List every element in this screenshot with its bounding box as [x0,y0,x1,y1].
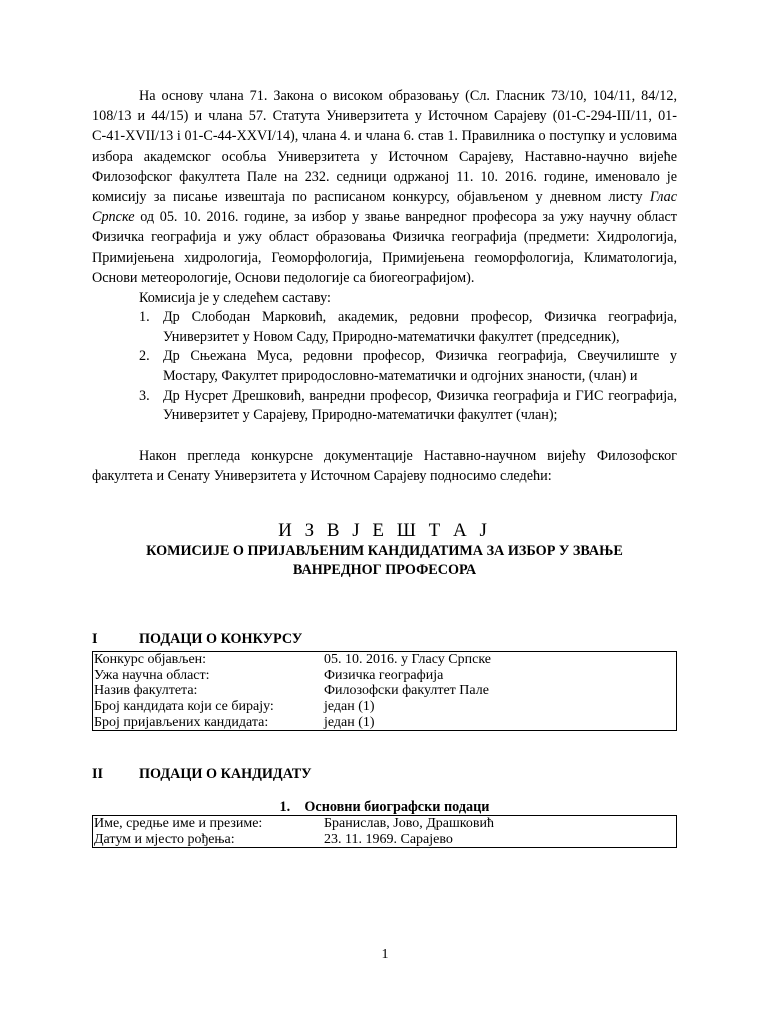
section-number: I [92,631,98,648]
report-title: И З В Ј Е Ш Т А Ј [278,520,491,542]
list-item [92,347,677,386]
table-row [93,683,677,699]
table-key: Број кандидата који се бирају: [94,698,274,714]
list-item [92,308,677,347]
intro-text-part2: од 05. 10. 2016. године, за избор у звање ванредног професора за ужу научну област Физичка географија и ужу област образовања Физичка географија (предмети: Хидрологија, Примијењена хидрологија, Геоморфологија, Примијењена геоморфологија, Климатологија, Основи метеорологије, Основи педологије са биогеографијом). [92,209,677,286]
section-heading-competition [92,630,677,648]
member-text: Др Сњежана Муса, редовни професор, Физичка географија, Свеучилиште у Мостару, Факултет природословно-математички и одгојних знаности, (члан) и [163,348,677,385]
table-value: Филозофски факултет Пале [324,683,489,699]
commission-lead: Комисија је у следећем саставу: [139,290,331,307]
competition-table [92,651,677,731]
section-heading-candidate [92,765,677,783]
list-number: 1. [139,309,150,326]
section-title: ПОДАЦИ О КОНКУРСУ [139,631,303,648]
biography-subheading: 1. Основни биографски подаци [279,799,490,816]
report-subtitle-line2: ВАНРЕДНОГ ПРОФЕСОРА [292,562,477,579]
report-title-block [92,520,677,580]
table-value: 05. 10. 2016. у Гласу Српске [324,652,491,668]
table-key: Назив факултета: [94,683,198,699]
report-subtitle-line1: КОМИСИЈЕ О ПРИЈАВЉЕНИМ КАНДИДАТИМА ЗА ИЗБОР У ЗВАЊЕ [146,543,623,560]
candidate-table [92,815,677,848]
list-item [92,387,677,426]
section-title: ПОДАЦИ О КАНДИДАТУ [139,766,312,783]
intro-text-part1: На основу члана 71. Закона о високом образовању (Сл. Гласник 73/10, 104/11, 84/12, 108/13 и 44/15) и члана 57. Статута Универзитета у Источном Сарајеву (01-С-294-III/11, 01-С-41-XVII/13 і 01-С-44-XXVI/14), члана 4. и члана 6. став 1. Правилника о поступку и условима избора академског особља Универзитета у Источном Сарајеву, Наставно-научно вијеће Филозофског факултета Пале на 232. седници одржаној 11. 10. 2016. године, именовало је комисију за писање извештаја по расписаном конкурсу, објављеном у дневном листу [92,88,677,206]
table-row [93,668,677,684]
table-key: Име, средње име и презиме: [94,816,263,832]
table-value: један (1) [324,714,375,730]
newspaper-name: Глас Српске [92,189,677,226]
table-value: Бранислав, Јово, Драшковић [324,816,494,832]
table-key: Датум и мјесто рођења: [94,831,235,847]
closing-paragraph: Након прегледа конкурсне документације Наставно-научном вијећу Филозофског факултета и Сенату Универзитета у Источном Сарајеву подносимо следећи: [92,447,677,484]
table-value: 23. 11. 1969. Сарајево [324,831,453,847]
member-text: Др Слободан Марковић, академик, редовни професор, Физичка географија, Универзитет у Новом Саду, Природно-математички факултет (председник), [163,309,677,345]
intro-paragraph [92,86,677,288]
table-key: Ужа научна област: [94,667,210,683]
document-page [92,86,677,848]
table-key: Конкурс објављен: [94,652,207,668]
table-row [93,715,677,731]
commission-members-list [92,308,677,426]
member-text: Др Нусрет Дрешковић, ванредни професор, Физичка географија и ГИС географија, Универзитет у Сарајеву, Природно-математички факултет (члан); [163,387,677,424]
table-row [93,699,677,715]
table-value: Физичка географија [324,667,444,683]
table-row [93,832,677,848]
table-row [93,652,677,668]
list-number: 3. [139,387,150,404]
list-number: 2. [139,348,150,365]
table-key: Број пријављених кандидата: [94,714,269,730]
section-number: II [92,766,104,783]
table-value: један (1) [324,698,375,714]
page-number: 1 [381,947,389,962]
table-row [93,816,677,832]
